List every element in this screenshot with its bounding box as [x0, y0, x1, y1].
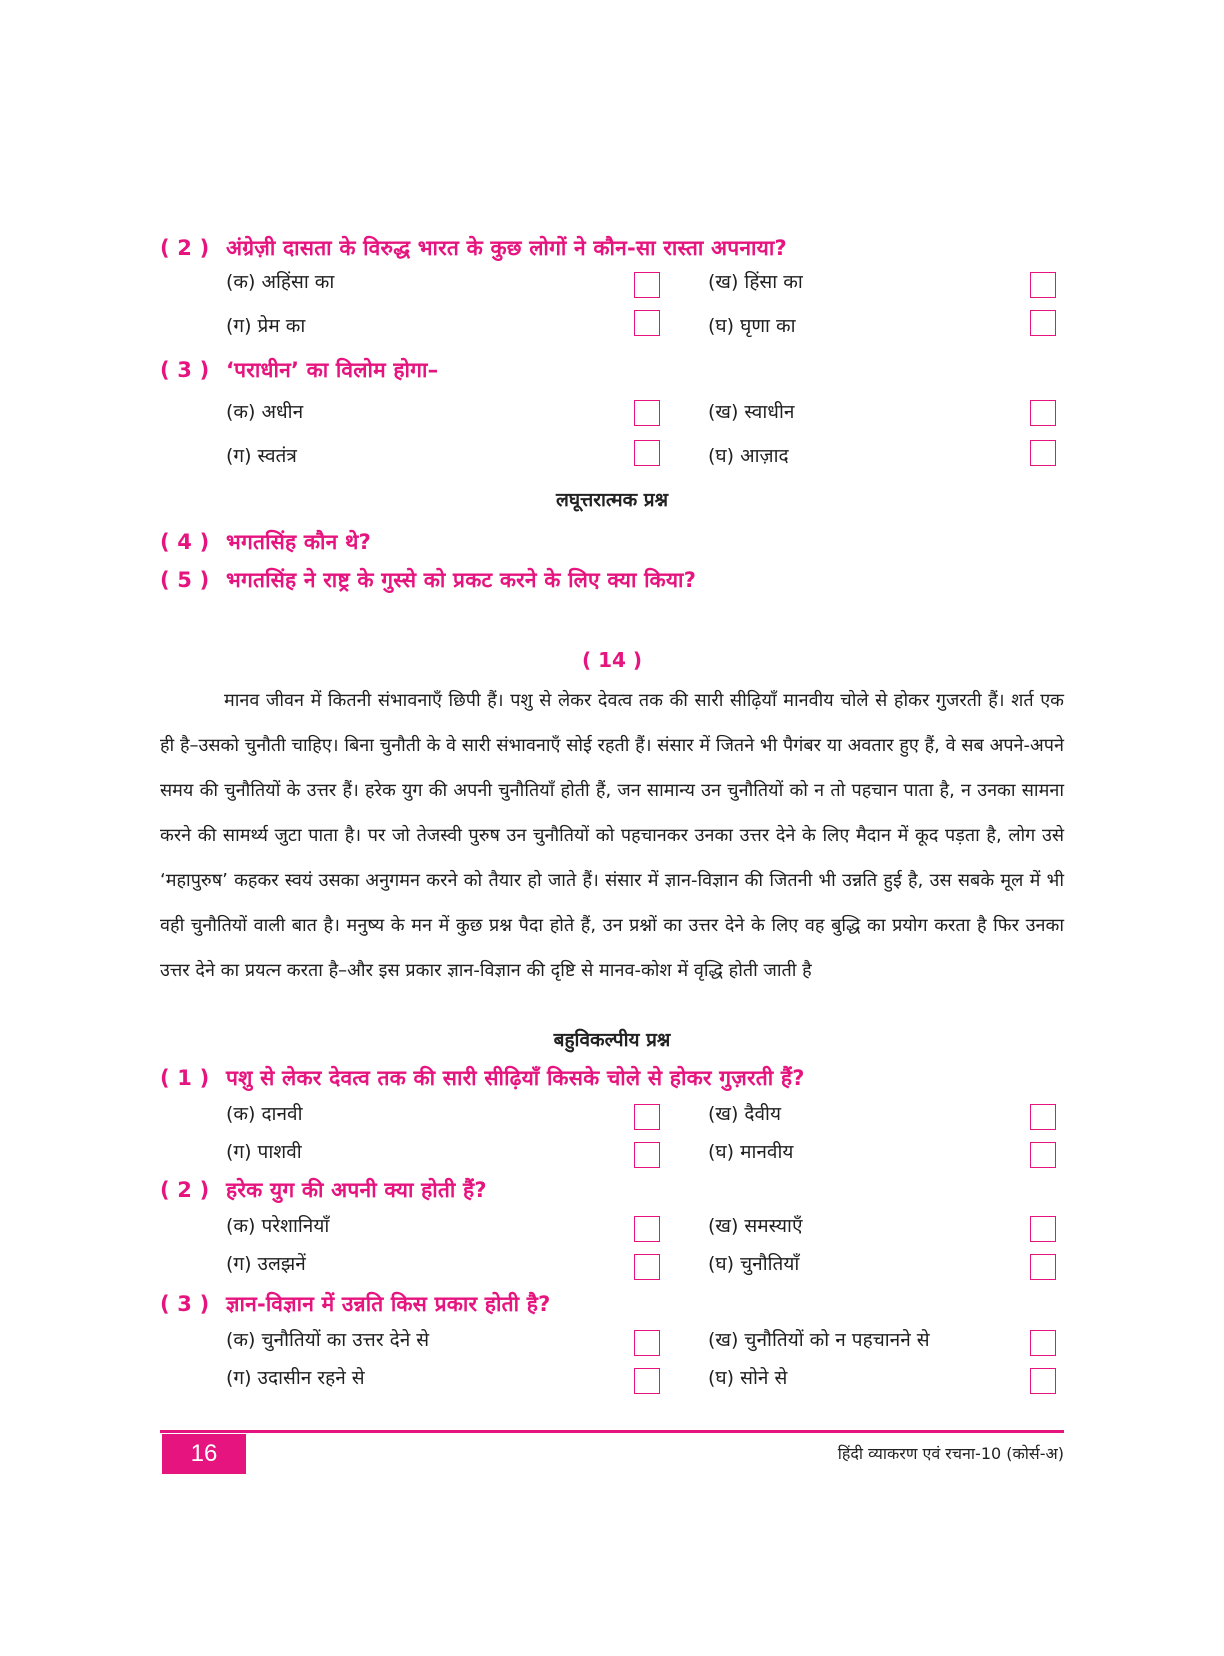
option-kha: (ख) स्वाधीन: [708, 401, 795, 423]
answer-checkbox[interactable]: [1030, 440, 1056, 466]
question-3: [160, 356, 438, 384]
question-number: ( 3 ): [160, 1292, 210, 1316]
option-gha: (घ) चुनौतियाँ: [708, 1253, 800, 1275]
answer-checkbox[interactable]: [634, 1254, 660, 1280]
passage-text: मानव जीवन में कितनी संभावनाएँ छिपी हैं। पशु से लेकर देवत्व तक की सारी सीढ़ियाँ मानवीय चोले से होकर गुजरती हैं। शर्त एक ही है–उसको चुनौती चाहिए। बिना चुनौती के वे सारी संभावनाएँ सोई रहती हैं। संसार में जितने भी पैगंबर या अवतार हुए हैं, वे सब अपने-अपने समय की चुनौतियों के उत्तर हैं। हरेक युग की अपनी चुनौतियाँ होती हैं, जन सामान्य उन चुनौतियों को न तो पहचान पाता है, न उनका सामना करने की सामर्थ्य जुटा पाता है। पर जो तेजस्वी पुरुष उन चुनौतियों को पहचानकर उनका उत्तर देने के लिए मैदान में कूद पड़ता है, लोग उसे ‘महापुरुष’ कहकर स्वयं उसका अनुगमन करने को तैयार हो जाते हैं। संसार में ज्ञान-विज्ञान की जितनी भी उन्नति हुई है, उस सबके मूल में भी वही चुनौतियों वाली बात है। मनुष्य के मन में कुछ प्रश्न पैदा होते हैं, उन प्रश्नों का उत्तर देने के लिए वह बुद्धि का प्रयोग करता है फिर उनका उत्तर देने का प्रयत्न करता है–और इस प्रकार ज्ञान-विज्ञान की दृष्टि से मानव-कोश में वृद्धि होती जाती है: [160, 690, 1064, 981]
option-ga: (ग) उलझनें: [226, 1253, 306, 1275]
answer-checkbox[interactable]: [1030, 1368, 1056, 1394]
answer-checkbox[interactable]: [634, 1142, 660, 1168]
question-text: ‘पराधीन’ का विलोम होगा–: [226, 358, 439, 382]
question-text: अंग्रेज़ी दासता के विरुद्ध भारत के कुछ लोगों ने कौन-सा रास्ता अपनाया?: [226, 236, 787, 260]
answer-checkbox[interactable]: [634, 440, 660, 466]
option-ka: (क) अहिंसा का: [226, 271, 335, 293]
question-number: ( 2 ): [160, 1178, 210, 1202]
question-text: पशु से लेकर देवत्व तक की सारी सीढ़ियाँ किसके चोले से होकर गुज़रती हैं?: [226, 1066, 805, 1090]
option-kha: (ख) दैवीय: [708, 1103, 782, 1125]
question-3b: [160, 1290, 550, 1318]
question-text: भगतसिंह कौन थे?: [226, 530, 371, 554]
question-number: ( 1 ): [160, 1066, 210, 1090]
option-kha: (ख) चुनौतियों को न पहचानने से: [708, 1329, 930, 1351]
option-kha: (ख) हिंसा का: [708, 271, 803, 293]
book-title: हिंदी व्याकरण एवं रचना-10 (कोर्स-अ): [837, 1444, 1064, 1463]
passage-number: ( 14 ): [581, 648, 643, 672]
answer-checkbox[interactable]: [1030, 1104, 1056, 1130]
option-ka: (क) अधीन: [226, 401, 304, 423]
page-number: 16: [162, 1434, 246, 1474]
answer-checkbox[interactable]: [1030, 1142, 1056, 1168]
question-text: ज्ञान-विज्ञान में उन्नति किस प्रकार होती है?: [226, 1292, 551, 1316]
question-5: [160, 566, 696, 594]
question-2b: [160, 1176, 487, 1204]
question-number: ( 3 ): [160, 358, 210, 382]
answer-checkbox[interactable]: [634, 272, 660, 298]
option-ga: (ग) पाशवी: [226, 1141, 302, 1163]
option-gha: (घ) घृणा का: [708, 315, 796, 337]
option-gha: (घ) सोने से: [708, 1367, 788, 1389]
question-number: ( 5 ): [160, 568, 210, 592]
answer-checkbox[interactable]: [1030, 310, 1056, 336]
answer-checkbox[interactable]: [634, 400, 660, 426]
answer-checkbox[interactable]: [1030, 272, 1056, 298]
answer-checkbox[interactable]: [634, 310, 660, 336]
option-ga: (ग) स्वतंत्र: [226, 445, 297, 467]
option-ga: (ग) उदासीन रहने से: [226, 1367, 365, 1389]
option-ka: (क) दानवी: [226, 1103, 303, 1125]
answer-checkbox[interactable]: [634, 1330, 660, 1356]
answer-checkbox[interactable]: [634, 1216, 660, 1242]
answer-checkbox[interactable]: [634, 1104, 660, 1130]
option-kha: (ख) समस्याएँ: [708, 1215, 803, 1237]
question-text: हरेक युग की अपनी क्या होती हैं?: [226, 1178, 487, 1202]
option-ka: (क) चुनौतियों का उत्तर देने से: [226, 1329, 430, 1351]
question-1: [160, 1064, 805, 1092]
question-4: [160, 528, 371, 556]
footer-divider: [160, 1430, 1064, 1433]
answer-checkbox[interactable]: [1030, 400, 1056, 426]
option-gha: (घ) मानवीय: [708, 1141, 794, 1163]
question-text: भगतसिंह ने राष्ट्र के गुस्से को प्रकट करने के लिए क्या किया?: [226, 568, 697, 592]
answer-checkbox[interactable]: [634, 1368, 660, 1394]
option-gha: (घ) आज़ाद: [708, 445, 789, 467]
mcq-heading: बहुविकल्पीय प्रश्न: [553, 1029, 671, 1051]
question-number: ( 2 ): [160, 236, 210, 260]
option-ka: (क) परेशानियाँ: [226, 1215, 330, 1237]
answer-checkbox[interactable]: [1030, 1330, 1056, 1356]
answer-checkbox[interactable]: [1030, 1216, 1056, 1242]
question-2: [160, 234, 787, 262]
question-number: ( 4 ): [160, 530, 210, 554]
option-ga: (ग) प्रेम का: [226, 315, 306, 337]
short-answer-heading: लघूत्तरात्मक प्रश्न: [555, 489, 669, 511]
answer-checkbox[interactable]: [1030, 1254, 1056, 1280]
